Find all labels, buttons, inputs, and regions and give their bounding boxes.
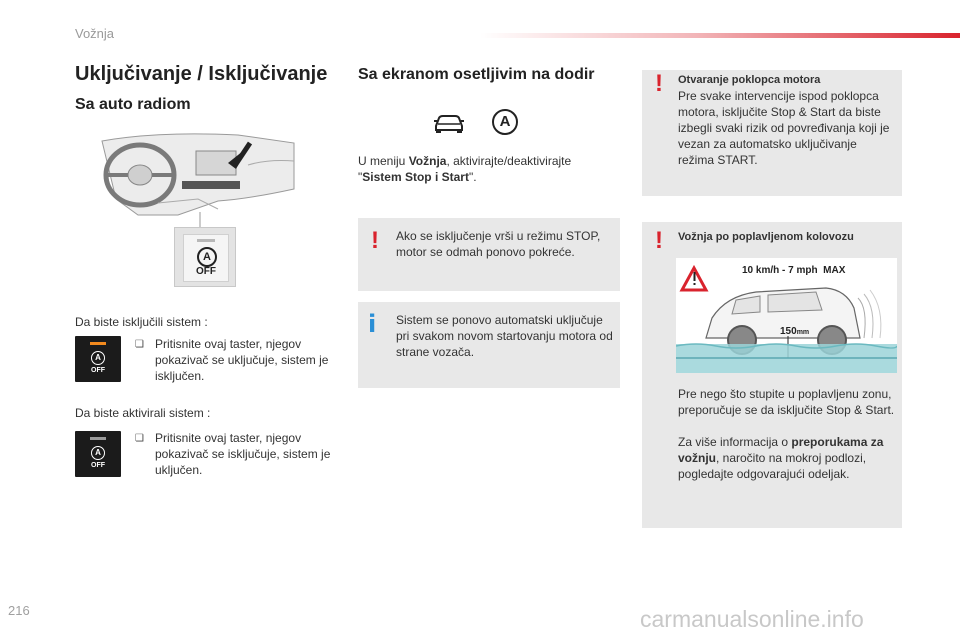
warning-icon: ! [655,227,663,254]
flood-depth-value: 150 [780,326,797,337]
flood-text-1: Pre nego što stupite u poplavljenu zonu, preporučuje se da isključite Stop & Start. [678,387,895,417]
off-button-off-indicator [75,431,121,477]
flood-depth [780,326,809,337]
stop-start-icon: A [197,247,217,267]
section-label: Vožnja [75,26,115,41]
off-label: OFF [91,367,105,374]
off-button-zoom [174,227,236,287]
warning-text: Ako se isključenje vrši u režimu STOP, motor se odmah ponovo pokreće. [396,229,601,259]
middle-title: Sa ekranom osetljivim na dodir [358,66,595,83]
watermark: carmanualsonline.info [640,606,864,632]
stop-start-icon: A [91,446,105,460]
off-button-on-indicator [75,336,121,382]
indicator-grey [90,437,106,440]
warning-icon: ! [371,227,379,254]
car-icon [432,112,466,134]
flood-text-2 [678,434,900,482]
flood-text2-bold: preporukama za vožnju [678,435,884,465]
stop-start-icon: A [91,351,105,365]
left-subtitle: Sa auto radiom [75,96,191,113]
activate-intro: Da biste aktivirali sistem : [75,406,211,420]
menu-prefix: U meniju [358,154,409,168]
off-label: OFF [196,266,216,277]
flood-speed-value: 10 km/h - 7 mph [742,265,818,276]
flood-text2-prefix: Za više informacija o [678,435,792,449]
hood-title: Otvaranje poklopca motora [678,74,821,86]
page-number: 216 [8,603,30,618]
header-accent-bar [480,33,960,38]
square-bullet-icon: ❏ [135,339,144,350]
flood-depth-unit: mm [796,329,810,336]
quote-open: " [358,170,363,184]
page-title: Uključivanje / Isključivanje [75,63,328,85]
info-text: Sistem se ponovo automatski uključuje pri svakom novom startovanju motora od strane vozača. [396,313,613,359]
indicator-bar [197,239,215,242]
menu-suffix: , aktivirajte/deaktivirajte [446,154,572,168]
flood-illustration [676,258,897,373]
info-icon: i [368,310,377,338]
flood-speed [742,265,845,276]
menu-instruction [358,153,620,185]
flood-title: Vožnja po poplavljenom kolovozu [678,231,854,243]
deactivate-intro: Da biste isključili sistem : [75,315,208,329]
flood-max: MAX [823,265,846,276]
quote-close: ". [468,170,477,184]
off-label: OFF [91,462,105,469]
menu-item-name: Sistem Stop i Start [362,170,469,184]
indicator-orange [90,342,106,345]
stop-start-auto-icon: A [492,109,518,135]
warning-icon: ! [655,70,663,97]
dashboard-illustration [98,129,298,219]
deactivate-step: Pritisnite ovaj taster, njegov pokazivač se uključuje, sistem je isključen. [155,337,329,383]
connector-line [190,212,210,228]
hood-text: Pre svake intervencije ispod poklopca motora, isključite Stop & Start da biste izbegli svaki rizik od povređivanja koji je vezan za automatsko uključivanje režima START. [678,89,890,167]
activate-step: Pritisnite ovaj taster, njegov pokazivač se isključuje, sistem je uključen. [155,431,331,477]
off-button-zoom-face [183,234,229,282]
menu-name: Vožnja [408,154,447,168]
square-bullet-icon: ❏ [135,433,144,444]
flood-text2-suffix: , naročito na mokroj podlozi, pogledajte odgovarajući odeljak. [678,451,867,481]
